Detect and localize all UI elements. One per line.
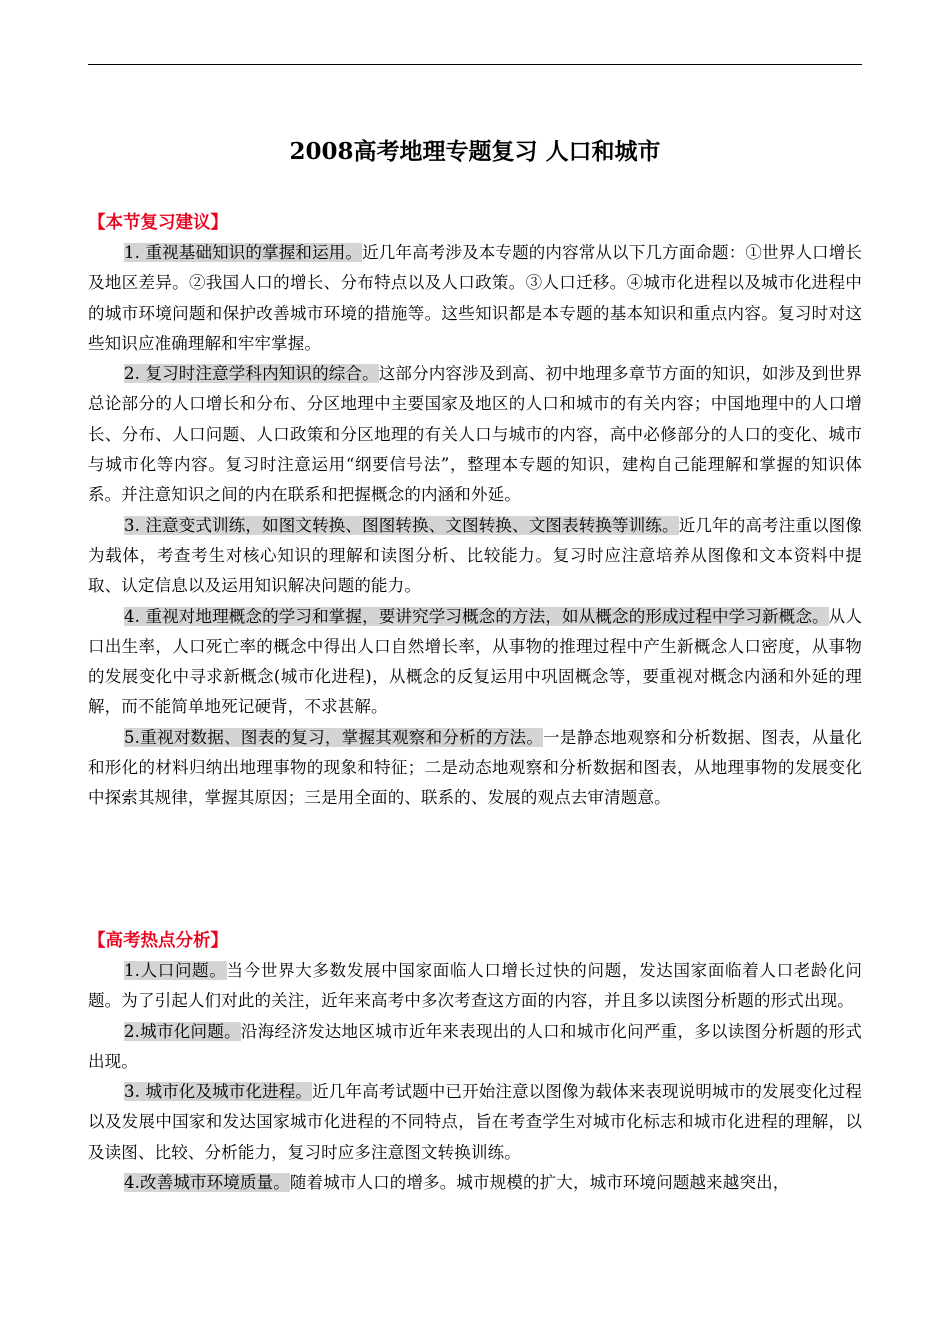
paragraph-lead: 2.城市化问题。 <box>124 1021 241 1041</box>
paragraph-lead: 4.改善城市环境质量。 <box>124 1173 290 1193</box>
paragraph-lead: 1. 重视基础知识的掌握和运用。 <box>124 243 363 262</box>
paragraph-lead: 4. 重视对地理概念的学习和掌握，要讲究学习概念的方法，如从概念的形成过程中学习新概念。 <box>124 606 829 626</box>
section-heading: 【高考热点分析】 <box>88 931 228 951</box>
paragraph <box>88 511 862 602</box>
paragraph-body: 从人口出生率，人口死亡率的概念中得出人口自然增长率，从事物的推理过程中产生新概念人口密度，从事物的发展变化中寻求新概念(城市化进程)，从概念的反复运用中巩固概念等，要重视对概念内涵和外延的理解，而不能简单地死记硬背，不求甚解。 <box>88 606 862 717</box>
paragraph-body: 一是静态地观察和分析数据、图表，从量化和形化的材料归纳出地理事物的现象和特征；二是动态地观察和分析数据和图表，从地理事物的发展变化中探索其规律，掌握其原因；三是用全面的、联系的、发展的观点去审清题意。 <box>88 727 862 808</box>
paragraph <box>88 956 862 1017</box>
paragraph-lead: 2. 复习时注意学科内知识的综合。 <box>124 364 379 384</box>
paragraph <box>88 359 862 510</box>
paragraph-lead: 1.人口问题。 <box>124 961 227 980</box>
paragraph-lead: 3. 注意变式训练，如图文转换、图图转换、文图转换、文图表转换等训练。 <box>124 515 679 535</box>
section-heading: 【本节复习建议】 <box>88 213 228 233</box>
paragraph-body: 近几年的高考注重以图像为载体，考查考生对核心知识的理解和读图分析、比较能力。复习时应注意培养从图像和文本资料中提取、认定信息以及运用知识解决问题的能力。 <box>88 515 862 596</box>
paragraph <box>88 238 862 359</box>
paragraph <box>88 723 862 814</box>
paragraph-lead: 5.重视对数据、图表的复习，掌握其观察和分析的方法。 <box>124 727 544 747</box>
paragraph <box>88 1077 862 1168</box>
header-rule <box>88 64 862 65</box>
paragraph <box>88 1168 862 1198</box>
paragraph-body: 近几年高考涉及本专题的内容常从以下几方面命题：①世界人口增长及地区差异。②我国人口的增长、分布特点以及人口政策。③人口迁移。④城市化进程以及城市化进程中的城市环境问题和保护改善城市环境的措施等。这些知识都是本专题的基本知识和重点内容。复习时对这些知识应准确理解和牢牢掌握。 <box>88 243 863 353</box>
section-hotspot-analysis <box>88 926 862 1198</box>
document-title: 2008高考地理专题复习 人口和城市 <box>289 138 661 165</box>
paragraph-body: 随着城市人口的增多。城市规模的扩大，城市环境问题越来越突出， <box>289 1173 790 1193</box>
paragraph <box>88 1017 862 1078</box>
paragraph-lead: 3. 城市化及城市化进程。 <box>124 1082 313 1102</box>
section-review-suggestions <box>88 208 862 814</box>
paragraph-body: 近几年高考试题中已开始注意以图像为载体来表现说明城市的发展变化过程以及发展中国家和发达国家城市化进程的不同特点，旨在考查学生对城市化标志和城市化进程的理解，以及读图、比较、分析能力，复习时应多注意图文转换训练。 <box>88 1082 862 1162</box>
paragraph <box>88 602 862 723</box>
paragraph-body: 这部分内容涉及到高、初中地理多章节方面的知识，如涉及到世界总论部分的人口增长和分布、分区地理中主要国家及地区的人口和城市的有关内容；中国地理中的人口增长、分布、人口问题、人口政策和分区地理的有关人口与城市的内容，高中必修部分的人口的变化、城市与城市化等内容。复习时注意运用“纲要信号法”，整理本专题的知识，建构自己能理解和掌握的知识体系。并注意知识之间的内在联系和把握概念的内涵和外延。 <box>88 364 862 505</box>
paragraph-body: 沿海经济发达地区城市近年来表现出的人口和城市化问严重，多以读图分析题的形式出现。 <box>88 1021 862 1071</box>
paragraph-body: 当今世界大多数发展中国家面临人口增长过快的问题，发达国家面临着人口老龄化问题。为了引起人们对此的关注，近年来高考中多次考查这方面的内容，并且多以读图分析题的形式出现。 <box>88 961 862 1011</box>
